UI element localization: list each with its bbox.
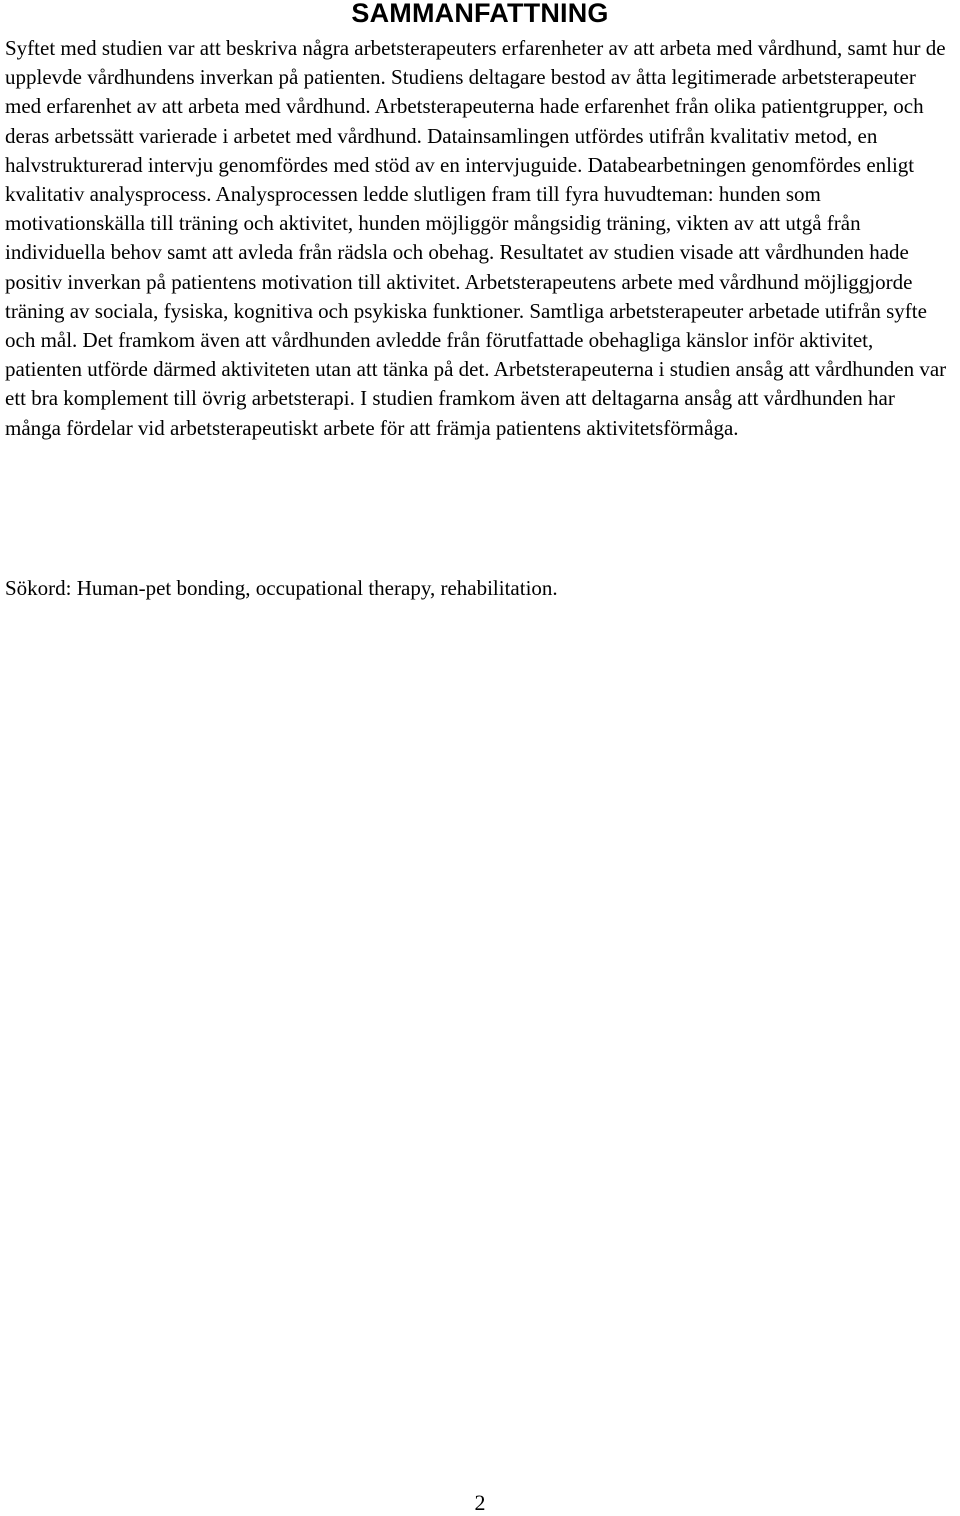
section-heading: SAMMANFATTNING	[351, 0, 609, 28]
page-number: 2	[474, 1490, 486, 1515]
keywords-line: Sökord: Human-pet bonding, occupational therapy, rehabilitation.	[5, 576, 558, 600]
abstract-paragraph: Syftet med studien var att beskriva några arbetsterapeuters erfarenheter av att arbeta med vårdhund, samt hur de upplevde vårdhundens inverkan på patienten. Studiens deltagare bestod av åtta legitimerade arbetsterapeuter med erfarenhet av att arbeta med vårdhund. Arbetsterapeuterna hade erfarenhet från olika patientgrupper, och deras arbetssätt varierade i arbetet med vårdhund. Datainsamlingen utfördes utifrån kvalitativ metod, en halvstrukturerad intervju genomfördes med stöd av en intervjuguide. Databearbetningen genomfördes enligt kvalitativ analysprocess. Analysprocessen ledde slutligen fram till fyra huvudteman: hunden som motivationskälla till träning och aktivitet, hunden möjliggör mångsidig träning, vikten av att utgå från individuella behov samt att avleda från rädsla och obehag. Resultatet av studien visade att vårdhunden hade positiv inverkan på patientens motivation till aktivitet. Arbetsterapeutens arbete med vårdhund möjliggjorde träning av sociala, fysiska, kognitiva och psykiska funktioner. Samtliga arbetsterapeuter arbetade utifrån syfte och mål. Det framkom även att vårdhunden avledde från förutfattade obehagliga känslor inför aktivitet, patienten utförde därmed aktiviteten utan att tänka på det. Arbetsterapeuterna i studien ansåg att vårdhunden var ett bra komplement till övrig arbetsterapi. I studien framkom även att deltagarna ansåg att vårdhunden har många fördelar vid arbetsterapeutiskt arbete för att främja patientens aktivitetsförmåga.	[5, 36, 947, 440]
